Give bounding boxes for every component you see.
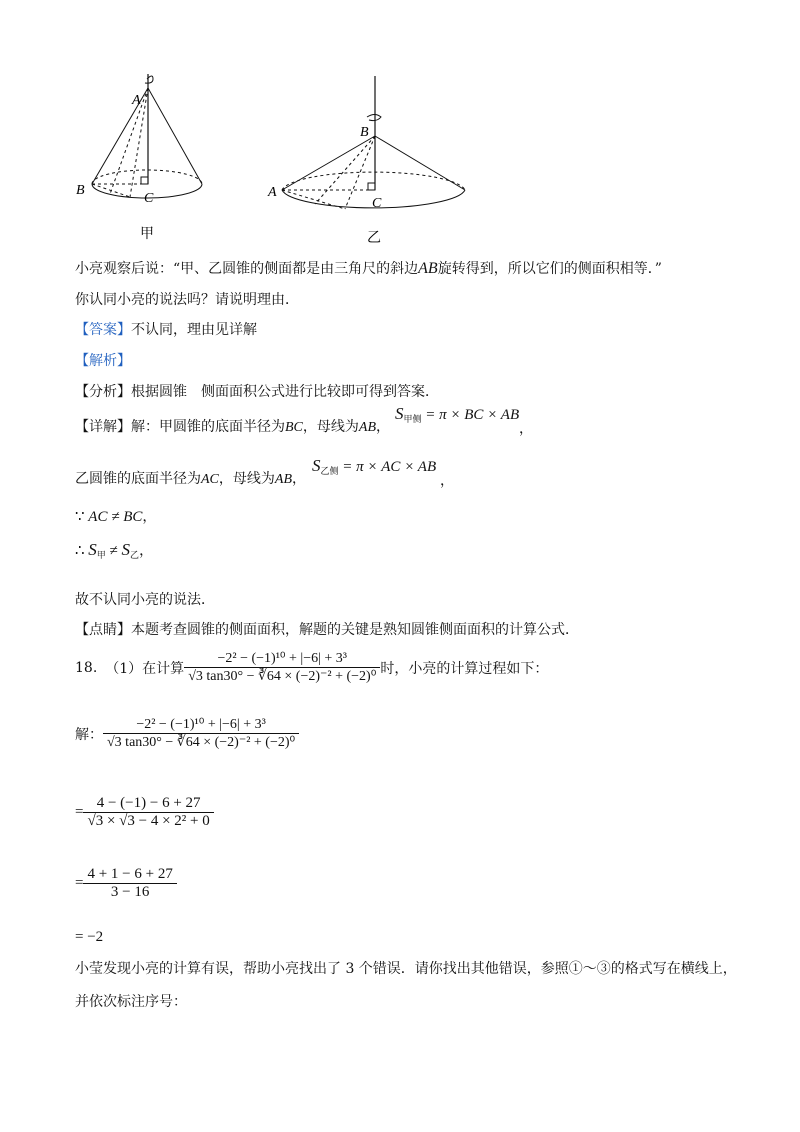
s-yi-formula (312, 456, 436, 477)
step1-num: −2² − (−1)¹⁰ + |−6| + 3³ (103, 716, 299, 734)
q18-text-b: 时，小亮的计算过程如下： (380, 660, 549, 677)
label-B-jia: B (76, 183, 85, 198)
cone-yi (267, 76, 465, 245)
comma-1: ， (519, 421, 533, 437)
solution-step2 (75, 795, 214, 830)
therefore-comma: ， (139, 543, 154, 559)
cone-figures (70, 70, 490, 245)
detail-line (75, 416, 390, 436)
detail-bc: BC (285, 420, 303, 435)
last-para-line1: 小莹发现小亮的计算有误，帮助小亮找出了 3 个错误．请你找出其他错误，参照①～③的格式写在横线上， (75, 961, 737, 977)
yi-line (75, 468, 306, 488)
label-A-yi: A (268, 185, 277, 200)
q18-number: 18. (75, 659, 98, 676)
s-jia-rhs: = π × BC × AB (425, 407, 520, 423)
step2-den: √3 × √3 − 4 × 2² + 0 (87, 813, 210, 829)
s-yi-sub: 乙侧 (320, 466, 339, 476)
because-line (75, 506, 156, 526)
dianjing-text: 本题考查圆锥的侧面面积，解题的关键是熟知圆锥侧面面积的计算公式． (131, 622, 579, 638)
conclusion-line: 故不认同小亮的说法． (75, 592, 215, 608)
yi-text-b: ，母线为 (218, 471, 275, 487)
dianjing-line (75, 619, 579, 639)
step3-fraction (83, 866, 176, 901)
fenxi-text: 根据圆锥 侧面面积公式进行比较即可得到答案． (131, 384, 439, 400)
step3-eq: = (75, 875, 84, 891)
detail-text-c: ， (376, 419, 390, 435)
caption-jia: 甲 (140, 227, 154, 242)
step1-fraction (103, 716, 299, 751)
label-A-jia: A (132, 93, 141, 108)
because-symbol: ∵ (75, 509, 85, 525)
statement-prefix: 小亮观察后说：“甲、乙圆锥的侧面都是由三角尺的斜边 (75, 261, 419, 277)
solution-step1 (75, 716, 299, 751)
s-yi-rhs: = π × AC × AB (342, 459, 437, 475)
statement-line (75, 258, 662, 278)
answer-tag: 【答案】 (75, 322, 131, 338)
label-B-yi: B (360, 125, 369, 140)
yi-ac: AC (201, 472, 219, 487)
step3-den: 3 − 16 (110, 884, 150, 900)
label-C-jia: C (144, 191, 154, 206)
s-jia-sub: 甲侧 (403, 414, 422, 424)
fenxi-tag: 【分析】 (75, 384, 131, 400)
step2-eq: = (75, 804, 84, 820)
caption-yi: 乙 (367, 231, 381, 245)
cone-jia (76, 74, 202, 242)
question-line: 你认同小亮的说法吗？请说明理由． (75, 292, 299, 308)
detail-text-a: 解：甲圆锥的底面半径为 (131, 419, 285, 435)
comma-2: ， (440, 473, 454, 489)
detail-ab: AB (358, 420, 376, 435)
q18-frac-num: −2² − (−1)¹⁰ + |−6| + 3³ (184, 650, 380, 668)
step2-num: 4 − (−1) − 6 + 27 (83, 795, 213, 813)
answer-line (75, 319, 257, 339)
step1-den: √3 tan30° − ∛64 × (−2)⁻² + (−2)⁰ (107, 735, 296, 750)
yi-ab: AB (274, 472, 292, 487)
solution-label: 解： (75, 726, 103, 743)
answer-text: 不认同，理由见详解 (131, 322, 257, 338)
therefore-neq: ≠ (105, 543, 122, 559)
statement-ab: AB (418, 260, 438, 277)
therefore-line (75, 540, 153, 561)
yi-text-a: 乙圆锥的底面半径为 (75, 471, 201, 487)
detail-text-b: ，母线为 (302, 419, 359, 435)
s-yi-symbol: S (312, 456, 321, 475)
detail-tag: 【详解】 (75, 419, 131, 435)
statement-suffix: 旋转得到，所以它们的侧面积相等．” (437, 261, 662, 277)
q18-text-a: （1）在计算 (105, 660, 185, 677)
therefore-s-b: S (121, 540, 131, 559)
label-C-yi: C (372, 196, 382, 211)
step3-num: 4 + 1 − 6 + 27 (83, 866, 176, 884)
analysis-tag: 【解析】 (75, 353, 131, 369)
step2-fraction (83, 795, 213, 830)
last-para-line2: 并依次标注序号： (75, 994, 187, 1010)
yi-text-c: ， (292, 471, 306, 487)
fenxi-line (75, 381, 439, 401)
therefore-symbol: ∴ (75, 543, 85, 559)
s-jia-symbol: S (395, 404, 404, 423)
solution-step3 (75, 866, 177, 901)
therefore-sub-b: 乙 (130, 550, 140, 560)
q18-line (75, 650, 548, 685)
therefore-sub-a: 甲 (96, 550, 106, 560)
s-jia-formula (395, 404, 519, 425)
q18-frac-den: √3 tan30° − ∛64 × (−2)⁻² + (−2)⁰ (188, 669, 377, 684)
solution-step4: = −2 (75, 929, 104, 945)
because-comma: ， (142, 509, 157, 525)
therefore-s-a: S (88, 540, 97, 559)
because-expr: AC ≠ BC (88, 509, 143, 525)
q18-fraction (184, 650, 380, 685)
dianjing-tag: 【点睛】 (75, 622, 131, 638)
